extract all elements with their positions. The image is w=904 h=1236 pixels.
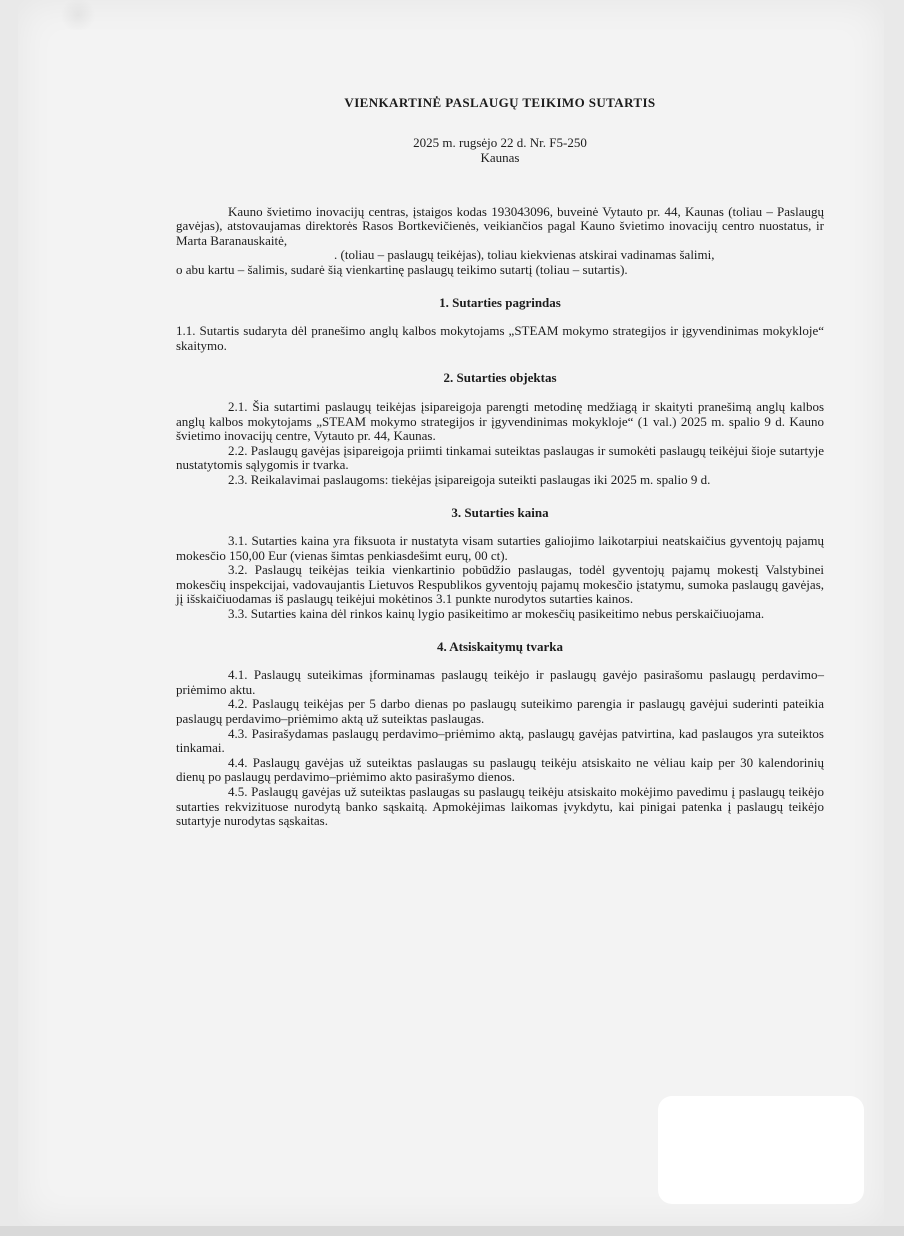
date-number: 2025 m. rugsėjo 22 d. Nr. F5-250 (413, 134, 587, 150)
clause-2-2: 2.2. Paslaugų gavėjas įsipareigoja priimti tinkamai suteiktas paslaugas ir sumokėti paslaugų teikėjui šioje sutartyje nustatytomis sąlygomis ir tvarka. (176, 442, 824, 473)
section-heading-2: 2. Sutarties objektas (443, 370, 557, 386)
intro-line-2: . (toliau – paslaugų teikėjas), toliau kiekvienas atskirai vadinamas šalimi, (334, 247, 715, 263)
clause-4-1: 4.1. Paslaugų suteikimas įforminamas paslaugų teikėjo ir paslaugų gavėjo pasirašomu paslaugų perdavimo–priėmimo aktu. (176, 667, 824, 697)
redaction-box (658, 1096, 864, 1204)
document-meta (176, 135, 824, 165)
document-title: VIENKARTINĖ PASLAUGŲ TEIKIMO SUTARTIS (344, 95, 656, 110)
clause-4-3: 4.3. Pasirašydamas paslaugų perdavimo–priėmimo aktą, paslaugų gavėjas patvirtina, kad paslaugos yra suteiktos tinkamai. (176, 725, 824, 756)
document-body (176, 92, 824, 829)
clause-4-4: 4.4. Paslaugų gavėjas už suteiktas paslaugas su paslaugų teikėju atsiskaito ne vėliau kaip per 30 kalendorinių dienų po paslaugų perdavimo–priėmimo akto pasirašymo dienos. (176, 754, 824, 785)
clause-3-2: 3.2. Paslaugų teikėjas teikia vienkartinio pobūdžio paslaugas, todėl gyventojų pajamų mokestį Valstybinei mokesčių inspekcijai, vadovaujantis Lietuvos Respublikos gyventojų pajamų mokesčio įstatymu, sumoka paslaugų gavėjas, jį išskaičiuodamas iš paslaugų teikėjui mokėtinos 3.1 punkte nurodytos sutarties kainos. (176, 562, 824, 607)
city: Kaunas (480, 149, 520, 165)
section-heading-4: 4. Atsiskaitymų tvarka (436, 638, 564, 654)
document-page (18, 0, 884, 1226)
intro-line-3: o abu kartu – šalimis, sudarė šią vienkartinę paslaugų teikimo sutartį (toliau – sutartis). (176, 261, 628, 277)
intro-paragraph (176, 205, 824, 278)
scan-bottom-edge (0, 1226, 904, 1236)
clause-2-1: 2.1. Šia sutartimi paslaugų teikėjas įsipareigoja parengti metodinę medžiagą ir skaityti pranešimą anglų kalbos anglų kalbos mokytojams „STEAM mokymo strategijos ir įgyvendinimas mokykloje“ (1 val.) 2025 m. spalio 9 d. Kauno švietimo inovacijų centre, Vytauto pr. 44, Kaunas. (176, 398, 824, 444)
clause-4-2: 4.2. Paslaugų teikėjas per 5 darbo dienas po paslaugų suteikimo parengia ir paslaugų gavėjui suderinti pateikia paslaugų perdavimo–priėmimo aktą už suteiktas paslaugas. (176, 696, 824, 727)
clause-2-3: 2.3. Reikalavimai paslaugoms: tiekėjas įsipareigoja suteikti paslaugas iki 2025 m. spalio 9 d. (228, 471, 711, 487)
clause-3-1: 3.1. Sutarties kaina yra fiksuota ir nustatyta visam sutarties galiojimo laikotarpiui neatskaičius gyventojų pajamų mokesčio 150,00 Eur (vienas šimtas penkiasdešimt eurų, 00 ct). (176, 533, 824, 563)
intro-line-1: Kauno švietimo inovacijų centras, įstaigos kodas 193043096, buveinė Vytauto pr. 44, Kaunas (toliau – Paslaugų gavėjas), atstovaujamas direktorės Rasos Bortkevičienės, veikiančios pagal Kauno švietimo inovacijų centro nuostatus, ir Marta Baranauskaitė, (176, 203, 824, 248)
section-heading-3: 3. Sutarties kaina (451, 504, 549, 520)
clause-4-5: 4.5. Paslaugų gavėjas už suteiktas paslaugas su paslaugų teikėju atsiskaito mokėjimo pavedimu į paslaugų teikėjo sutarties rekvizituose nurodytą banko sąskaitą. Apmokėjimas laikomas įvykdytu, kai pinigai patenka į paslaugų teikėjo sutartyje nurodytas sąskaitas. (176, 784, 824, 829)
section-heading-1: 1. Sutarties pagrindas (439, 294, 561, 310)
clause-1-1: 1.1. Sutartis sudaryta dėl pranešimo anglų kalbos mokytojams „STEAM mokymo strategijos ir įgyvendinimas mokykloje“ skaitymo. (176, 323, 824, 353)
clause-3-3: 3.3. Sutarties kaina dėl rinkos kainų lygio pasikeitimo ar mokesčių pasikeitimo nebus perskaičiuojama. (228, 606, 765, 622)
scan-artifact (58, 0, 98, 30)
